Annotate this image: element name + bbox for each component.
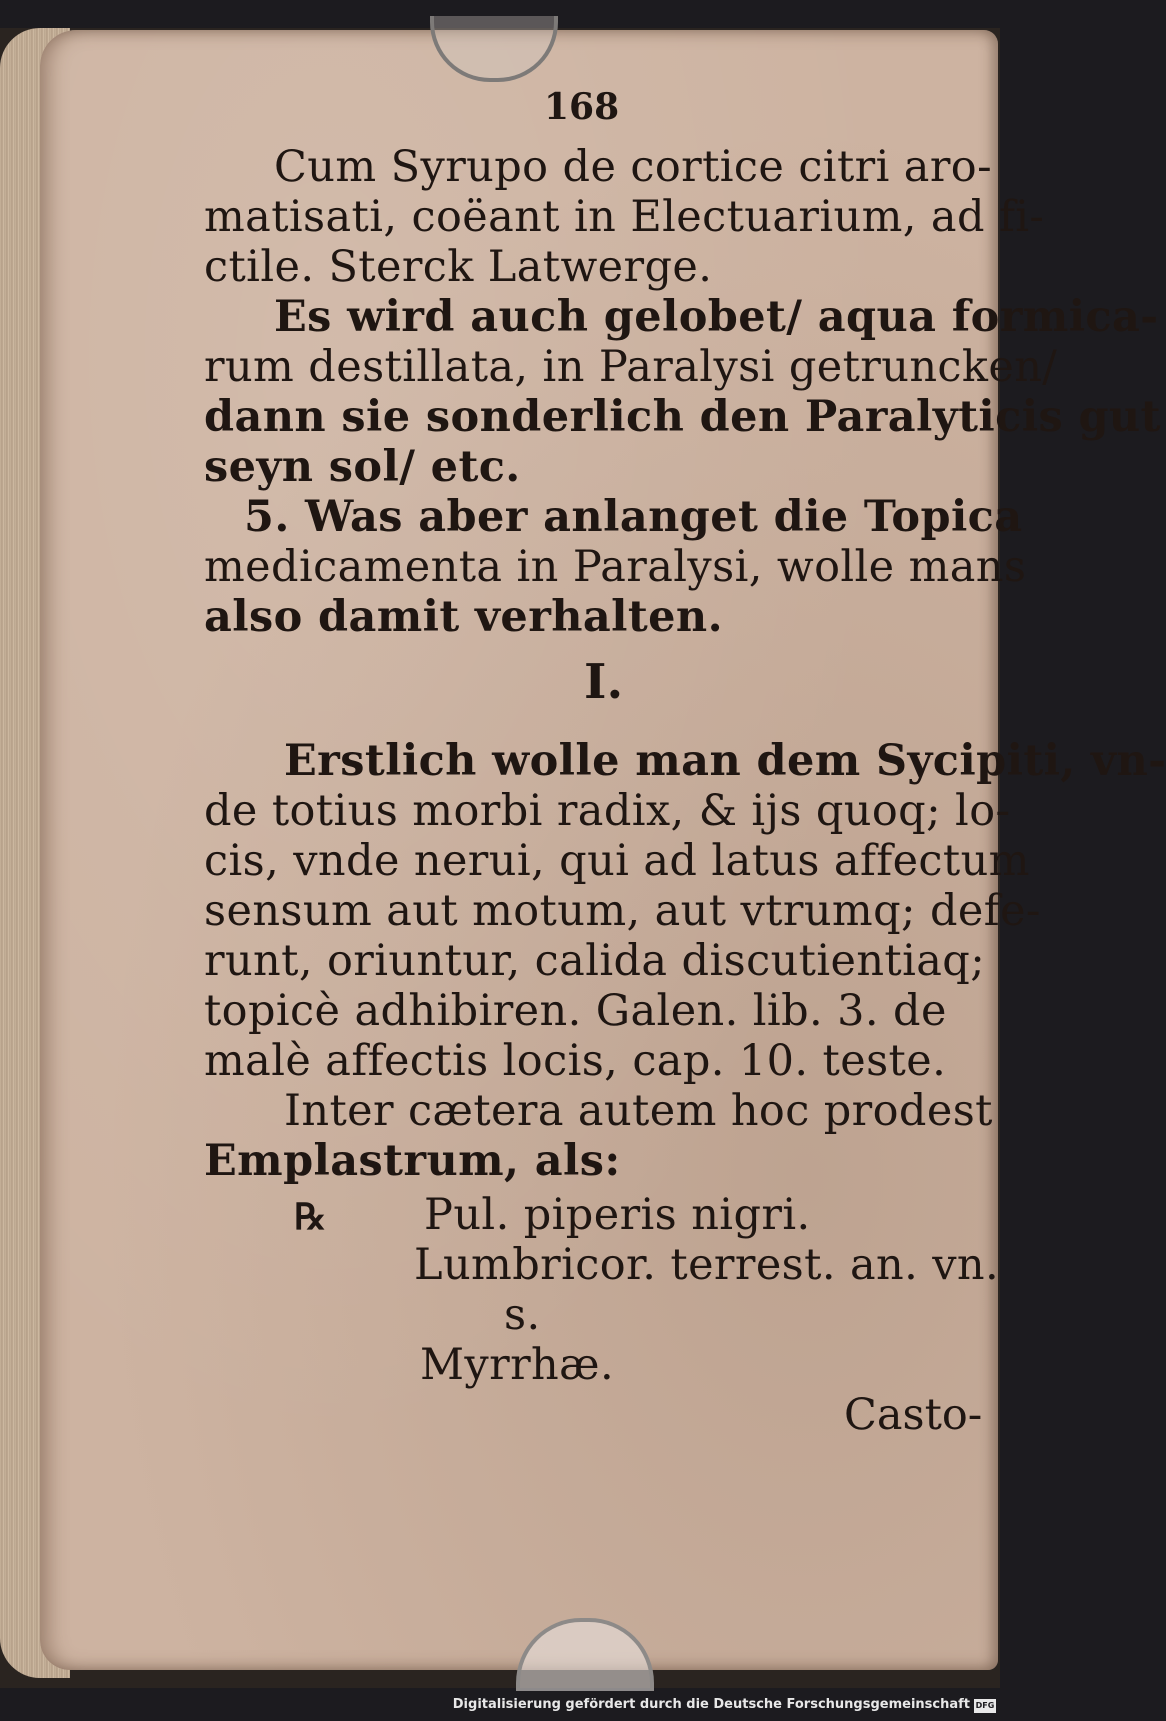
- recipe-line: Myrrhæ.: [420, 1340, 615, 1390]
- text-line: cis, vnde nerui, qui ad latus affectum: [204, 836, 1030, 886]
- text-line: Inter cætera autem hoc prodest: [284, 1086, 993, 1136]
- page-number: 168: [544, 86, 620, 128]
- recipe-symbol: ℞: [294, 1196, 327, 1238]
- text-line: topicè adhibiren. Galen. lib. 3. de: [204, 986, 947, 1036]
- text-line: Cum Syrupo de cortice citri aro-: [274, 142, 993, 192]
- text-line: malè affectis locis, cap. 10. teste.: [204, 1036, 947, 1086]
- text-line: matisati, coëant in Electuarium, ad fi-: [204, 192, 1045, 242]
- text-line: sensum aut motum, aut vtrumq; defe-: [204, 886, 1041, 936]
- dfg-logo: DFG: [974, 1699, 996, 1713]
- text-line: de totius morbi radix, & ijs quoq; lo-: [204, 786, 1011, 836]
- catchword: Casto-: [844, 1390, 983, 1440]
- text-line: dann sie sonderlich den Paralyticis gut: [204, 392, 1161, 442]
- text-line: seyn sol/ etc.: [204, 442, 521, 492]
- text-line: Es wird auch gelobet/ aqua formica-: [274, 292, 1159, 342]
- text-line: 5. Was aber anlanget die Topica: [244, 492, 1023, 542]
- text-line: rum destillata, in Paralysi getruncken/: [204, 342, 1058, 392]
- text-line: also damit verhalten.: [204, 592, 723, 642]
- text-line: ctile. Sterck Latwerge.: [204, 242, 713, 292]
- text-line: Emplastrum, als:: [204, 1136, 621, 1186]
- text-line: medicamenta in Paralysi, wolle mans: [204, 542, 1027, 592]
- recipe-line: Pul. piperis nigri.: [424, 1190, 811, 1240]
- footer-credit: Digitalisierung gefördert durch die Deutsche Forschungsgemeinschaft: [452, 1697, 970, 1712]
- text-line: runt, oriuntur, calida discutientiaq;: [204, 936, 986, 986]
- recipe-line: Lumbricor. terrest. an. vn.: [414, 1240, 1000, 1290]
- footer-bar: [0, 1691, 1000, 1721]
- section-number: I.: [584, 654, 624, 710]
- text-line: Erstlich wolle man dem Sycipiti, vn-: [284, 736, 1166, 786]
- recipe-line: s.: [504, 1290, 541, 1340]
